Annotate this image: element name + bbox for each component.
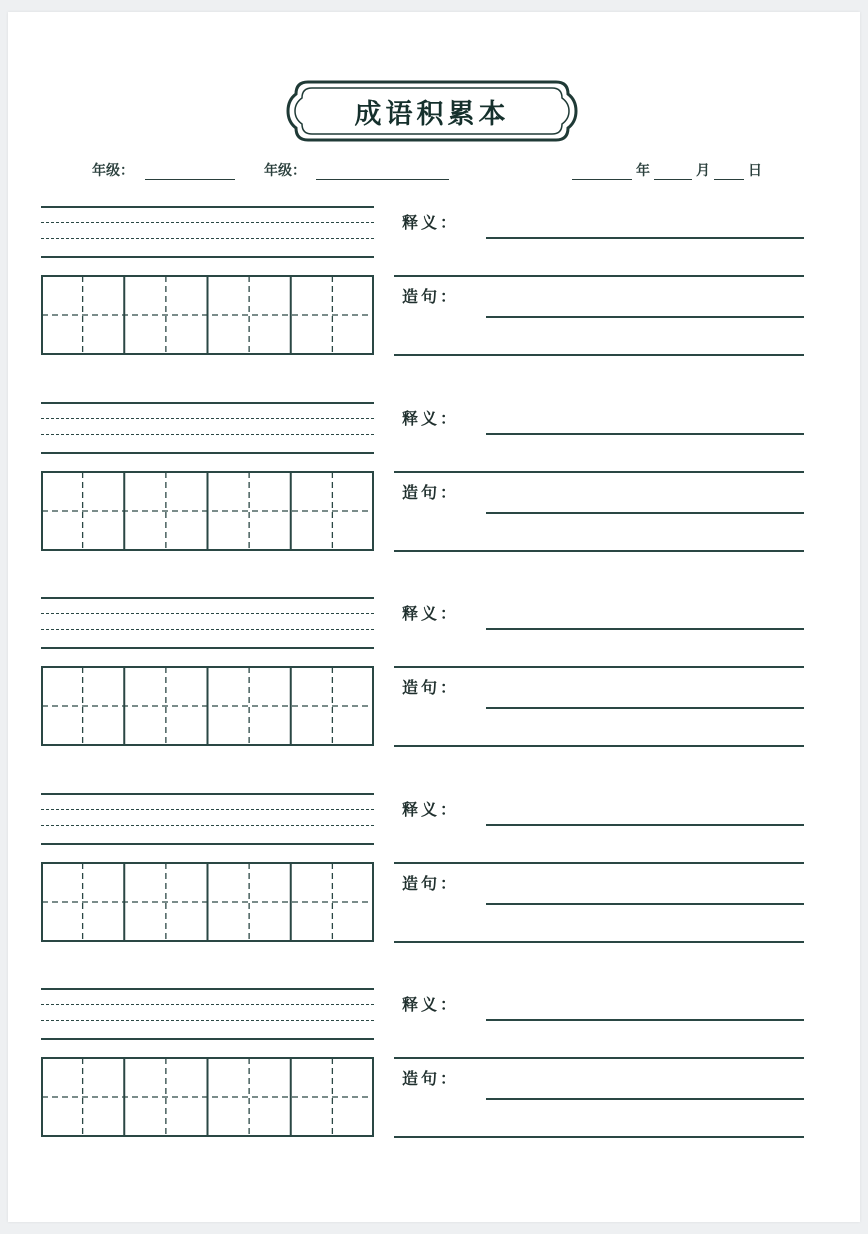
meaning-answer-line-2[interactable] <box>394 471 804 473</box>
sentence-answer-line-2[interactable] <box>394 941 804 943</box>
pinyin-line-dashed <box>41 629 374 630</box>
meaning-answer-line-2[interactable] <box>394 862 804 864</box>
pinyin-line-dashed <box>41 809 374 810</box>
year-blank[interactable] <box>572 179 632 180</box>
pinyin-line-dashed <box>41 1020 374 1021</box>
pinyin-line-top[interactable] <box>41 206 374 208</box>
meaning-answer-line[interactable] <box>486 1019 804 1021</box>
sentence-label: 造句： <box>402 287 460 306</box>
character-writing-grid[interactable] <box>41 471 374 551</box>
tian-zi-ge-boxes <box>41 1057 374 1137</box>
tian-zi-ge-boxes <box>41 862 374 942</box>
meaning-label: 释义： <box>402 213 460 232</box>
month-blank[interactable] <box>654 179 692 180</box>
sentence-answer-line[interactable] <box>486 1098 804 1100</box>
pinyin-line-bottom <box>41 256 374 258</box>
sentence-label: 造句： <box>402 678 460 697</box>
sentence-answer-line-2[interactable] <box>394 354 804 356</box>
pinyin-line-top[interactable] <box>41 402 374 404</box>
meaning-answer-line-2[interactable] <box>394 666 804 668</box>
tian-zi-ge-boxes <box>41 471 374 551</box>
meaning-label: 释义： <box>402 995 460 1014</box>
sentence-answer-line[interactable] <box>486 512 804 514</box>
page-title: 成语积累本 <box>354 98 510 130</box>
grade-blank-2[interactable] <box>316 179 449 180</box>
grade-blank[interactable] <box>145 179 235 180</box>
meaning-answer-line[interactable] <box>486 237 804 239</box>
meaning-label: 释义： <box>402 409 460 428</box>
year-label: 年 <box>636 163 650 179</box>
character-writing-grid[interactable] <box>41 666 374 746</box>
meaning-answer-line-2[interactable] <box>394 275 804 277</box>
pinyin-line-dashed <box>41 418 374 419</box>
pinyin-line-top[interactable] <box>41 988 374 990</box>
pinyin-line-bottom <box>41 452 374 454</box>
pinyin-line-bottom <box>41 1038 374 1040</box>
sentence-answer-line-2[interactable] <box>394 745 804 747</box>
month-label: 月 <box>696 163 710 179</box>
grade-label-2: 年级： <box>264 163 306 179</box>
meaning-answer-line[interactable] <box>486 628 804 630</box>
meaning-answer-line[interactable] <box>486 824 804 826</box>
meaning-answer-line[interactable] <box>486 433 804 435</box>
tian-zi-ge-boxes <box>41 666 374 746</box>
sentence-answer-line[interactable] <box>486 903 804 905</box>
sentence-answer-line-2[interactable] <box>394 550 804 552</box>
character-writing-grid[interactable] <box>41 275 374 355</box>
meaning-label: 释义： <box>402 604 460 623</box>
day-label: 日 <box>748 163 762 179</box>
character-writing-grid[interactable] <box>41 862 374 942</box>
pinyin-line-dashed <box>41 238 374 239</box>
meaning-label: 释义： <box>402 800 460 819</box>
sentence-answer-line[interactable] <box>486 316 804 318</box>
sentence-label: 造句： <box>402 874 460 893</box>
sentence-label: 造句： <box>402 1069 460 1088</box>
pinyin-line-top[interactable] <box>41 793 374 795</box>
pinyin-line-dashed <box>41 613 374 614</box>
pinyin-line-dashed <box>41 825 374 826</box>
pinyin-line-dashed <box>41 222 374 223</box>
pinyin-line-bottom <box>41 843 374 845</box>
title-plate <box>286 78 578 144</box>
grade-label: 年级： <box>92 163 134 179</box>
character-writing-grid[interactable] <box>41 1057 374 1137</box>
pinyin-line-dashed <box>41 434 374 435</box>
sentence-answer-line-2[interactable] <box>394 1136 804 1138</box>
sentence-answer-line[interactable] <box>486 707 804 709</box>
sentence-label: 造句： <box>402 483 460 502</box>
pinyin-line-top[interactable] <box>41 597 374 599</box>
pinyin-line-bottom <box>41 647 374 649</box>
day-blank[interactable] <box>714 179 744 180</box>
pinyin-line-dashed <box>41 1004 374 1005</box>
tian-zi-ge-boxes <box>41 275 374 355</box>
meaning-answer-line-2[interactable] <box>394 1057 804 1059</box>
